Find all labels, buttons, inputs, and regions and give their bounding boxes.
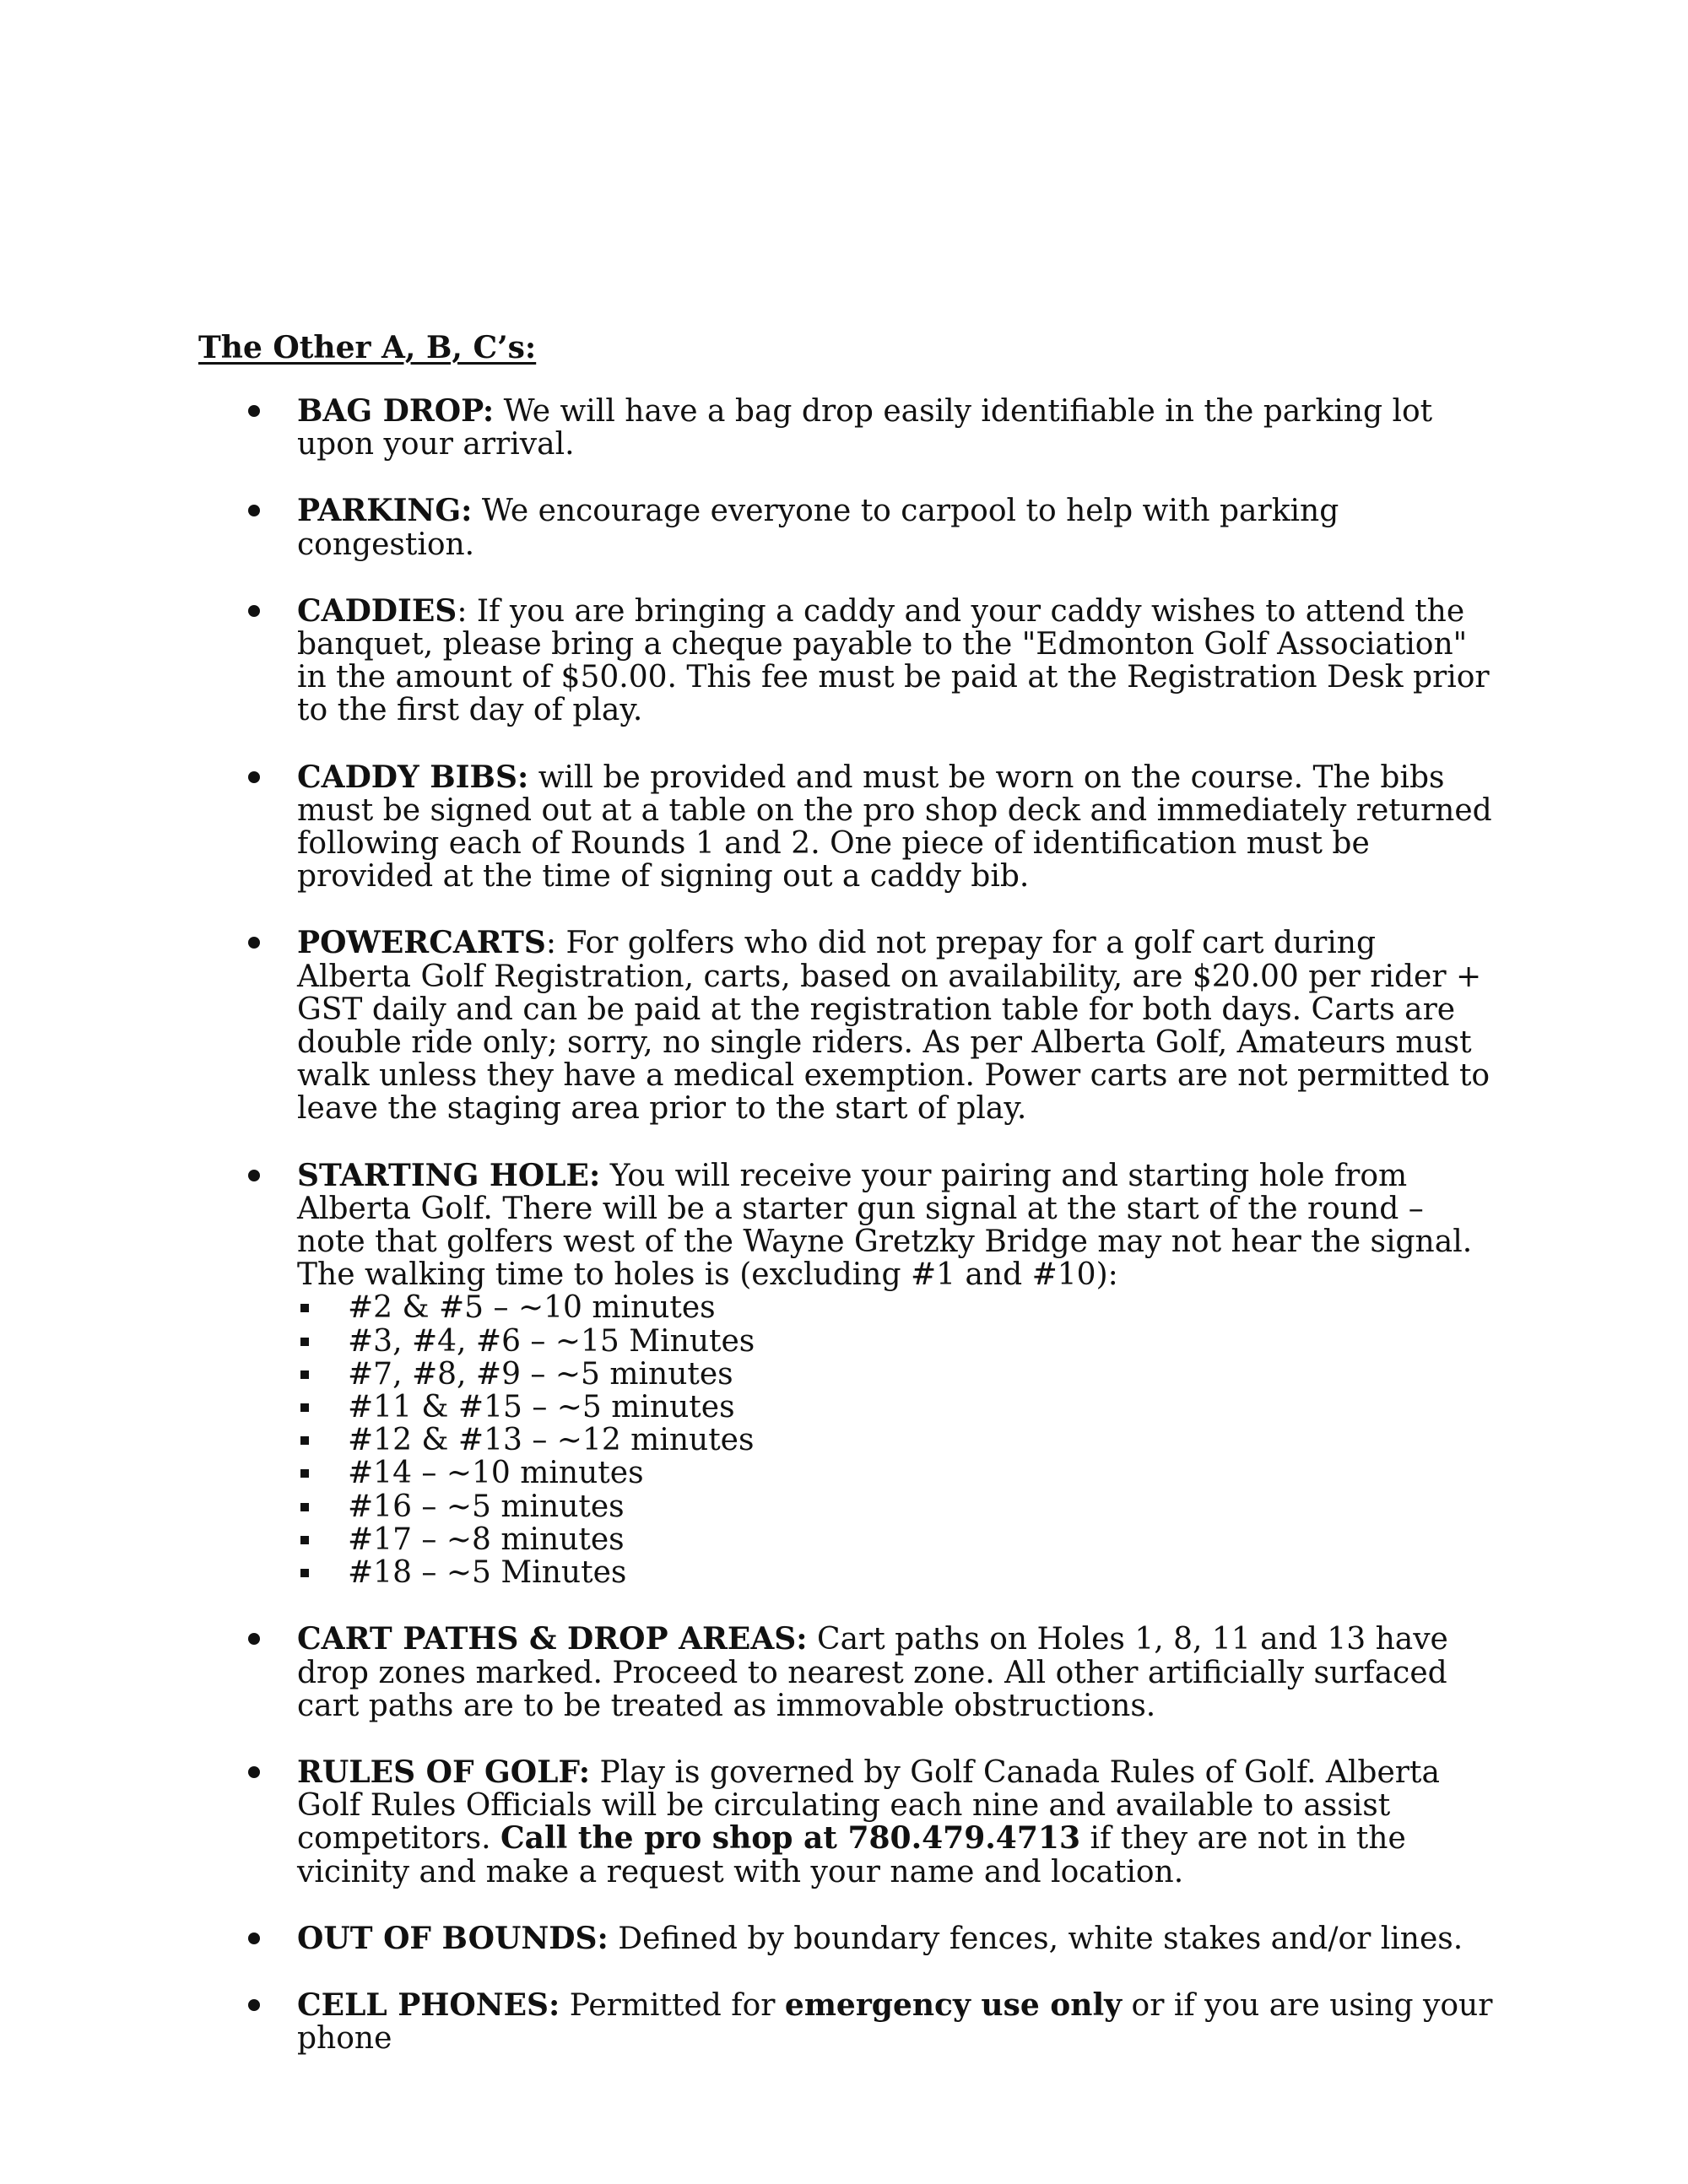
bullet-icon — [248, 405, 260, 417]
item-text: will be provided and must be worn on the course. The bibs must be signed out at a table on the pro shop deck and immediately returned following each of Rounds 1 and 2. One piece of identification must be provided at the time of signing out a caddy bib. — [297, 760, 1492, 895]
list-item-powercarts — [245, 927, 1494, 1125]
item-text: Play is governed by Golf Canada Rules of Golf. Alberta Golf Rules Officials will be circulating each nine and available to assist competitors. — [297, 1754, 1440, 1857]
bullet-icon — [248, 505, 260, 516]
page-heading: The Other A, B, C’s: — [198, 330, 537, 365]
list-item-caddies — [245, 592, 1494, 728]
item-text: We encourage everyone to carpool to help with parking congestion. — [297, 494, 1339, 562]
square-bullet-icon — [300, 1304, 309, 1312]
bullet-icon — [248, 1933, 260, 1944]
list-item-cart-paths — [245, 1623, 1494, 1722]
square-bullet-icon — [300, 1569, 309, 1577]
list-item-starting-hole — [245, 1157, 1494, 1591]
list-item-out-of-bounds — [245, 1922, 1494, 1955]
item-label: CADDIES — [297, 592, 457, 629]
list-item-caddy-bibs — [245, 761, 1494, 894]
square-bullet-icon — [300, 1403, 309, 1412]
bullet-icon — [248, 1633, 260, 1645]
item-text: Cart paths on Holes 1, 8, 11 and 13 have drop zones marked. Proceed to nearest zone. All other artificially surfaced cart paths are to be treated as immovable obstructions. — [297, 1622, 1448, 1723]
bullet-icon — [248, 1999, 260, 2011]
square-bullet-icon — [300, 1338, 309, 1346]
walking-time-item: #14 – ~10 minutes — [297, 1457, 1494, 1489]
list-item-parking — [245, 495, 1494, 560]
item-text: Permitted for — [560, 1987, 785, 2023]
walking-time-item: #3, #4, #6 – ~15 Minutes — [297, 1325, 1494, 1358]
list-item-cell-phones — [245, 1989, 1494, 2055]
walking-times-list — [297, 1291, 1494, 1589]
list-item-rules-of-golf — [245, 1756, 1494, 1889]
walking-time-item: #12 & #13 – ~12 minutes — [297, 1424, 1494, 1457]
square-bullet-icon — [300, 1536, 309, 1544]
list-item-bag-drop — [245, 395, 1494, 461]
walking-time-item: #11 & #15 – ~5 minutes — [297, 1391, 1494, 1424]
square-bullet-icon — [300, 1503, 309, 1511]
walking-time-item: #7, #8, #9 – ~5 minutes — [297, 1358, 1494, 1391]
item-text: : For golfers who did not prepay for a golf cart during Alberta Golf Registration, carts, based on availability, are $20.00 per rider + GST daily and can be paid at the registration table for both days. Carts are double ride only; sorry, no single riders. As per Alberta Golf, Amateurs must walk unless they have a medical exemption. Power carts are not permitted to leave the staging area prior to the start of play. — [297, 926, 1491, 1127]
item-label: CELL PHONES: — [297, 1987, 560, 2023]
item-label: CADDY BIBS: — [297, 759, 529, 795]
item-text: You will receive your pairing and starting hole from Alberta Golf. There will be a starter gun signal at the start of the round – note that golfers west of the Wayne Gretzky Bridge may not hear the signal. The walking time to holes is (excluding #1 and #10): — [297, 1158, 1473, 1293]
abc-list — [245, 395, 1494, 2089]
item-label: PARKING: — [297, 493, 473, 529]
item-label: STARTING HOLE: — [297, 1157, 601, 1193]
bullet-icon — [248, 605, 260, 617]
item-label: CART PATHS & DROP AREAS: — [297, 1621, 808, 1657]
item-label: POWERCARTS — [297, 925, 546, 961]
walking-time-item: #2 & #5 – ~10 minutes — [297, 1291, 1494, 1324]
bullet-icon — [248, 1766, 260, 1778]
item-label: BAG DROP: — [297, 393, 495, 429]
walking-time-item: #17 – ~8 minutes — [297, 1523, 1494, 1556]
square-bullet-icon — [300, 1436, 309, 1445]
bullet-icon — [248, 771, 260, 783]
item-text: if they are not in the vicinity and make a request with your name and location. — [297, 1821, 1406, 1889]
item-text: Defined by boundary fences, white stakes and/or lines. — [608, 1921, 1463, 1956]
item-label: OUT OF BOUNDS: — [297, 1920, 609, 1956]
bullet-icon — [248, 1170, 260, 1181]
emergency-emphasis: emergency use only — [784, 1987, 1123, 2023]
square-bullet-icon — [300, 1370, 309, 1379]
pro-shop-phone: Call the pro shop at 780.479.4713 — [500, 1820, 1081, 1857]
walking-time-item: #18 – ~5 Minutes — [297, 1556, 1494, 1589]
bullet-icon — [248, 937, 260, 949]
item-label: RULES OF GOLF: — [297, 1754, 591, 1790]
square-bullet-icon — [300, 1469, 309, 1478]
walking-time-item: #16 – ~5 minutes — [297, 1490, 1494, 1523]
item-text: : If you are bringing a caddy and your caddy wishes to attend the banquet, please bring a cheque payable to the "Edmonton Golf Association" in the amount of $50.00. This fee must be paid at the Registration Desk prior to the first day of play. — [297, 593, 1490, 728]
item-text: or if you are using your phone — [297, 1987, 1493, 2057]
item-text: We will have a bag drop easily identifiable in the parking lot upon your arrival. — [297, 394, 1433, 462]
